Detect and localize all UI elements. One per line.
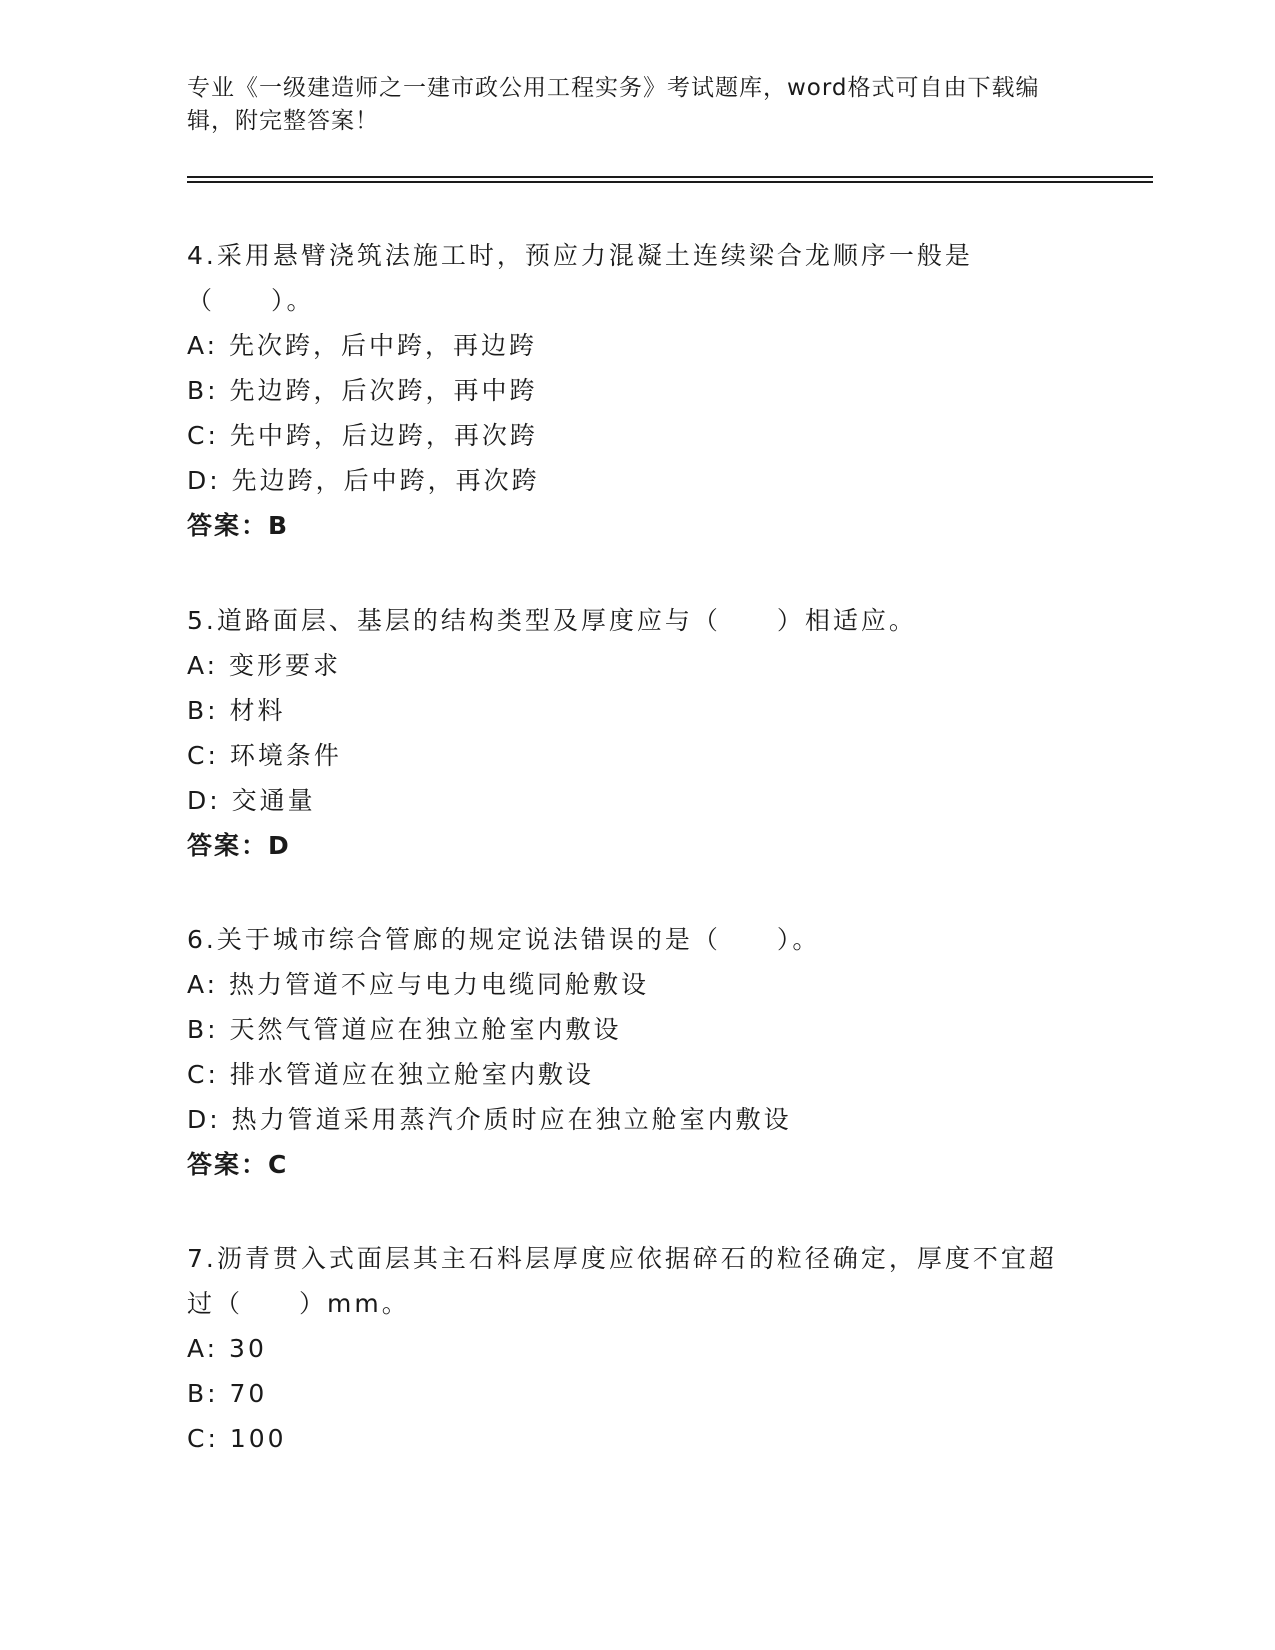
document-header: 专业《一级建造师之一建市政公用工程实务》考试题库，word格式可自由下载编辑，附完整答案！ xyxy=(187,75,1040,134)
option-key: C: xyxy=(187,1060,219,1089)
option-key: D: xyxy=(187,466,221,495)
option-key: A: xyxy=(187,651,219,680)
option-text: 先边跨，后中跨，再次跨 xyxy=(231,466,540,495)
question-text: 7.沥青贯入式面层其主石料层厚度应依据碎石的粒径确定，厚度不宜超过（ ）mm。 xyxy=(187,1244,1057,1318)
option-key: A: xyxy=(187,1334,219,1363)
option-key: B: xyxy=(187,696,219,725)
question-text: 4.采用悬臂浇筑法施工时，预应力混凝土连续梁合龙顺序一般是（ ）。 xyxy=(187,241,973,315)
option-b xyxy=(187,368,1067,413)
option-text: 排水管道应在独立舱室内敷设 xyxy=(229,1060,594,1089)
question-text: 5.道路面层、基层的结构类型及厚度应与（ ）相适应。 xyxy=(187,606,917,635)
option-a xyxy=(187,962,1067,1007)
option-b xyxy=(187,1371,1067,1416)
option-text: 热力管道采用蒸汽介质时应在独立舱室内敷设 xyxy=(231,1105,792,1134)
option-b xyxy=(187,688,1067,733)
option-text: 70 xyxy=(229,1379,268,1408)
answer: 答案：C xyxy=(187,1150,289,1179)
option-key: C: xyxy=(187,1424,219,1453)
option-c xyxy=(187,1052,1067,1097)
option-text: 100 xyxy=(229,1424,287,1453)
option-a xyxy=(187,643,1067,688)
question-5 xyxy=(187,598,1067,868)
header-rule-top xyxy=(187,176,1153,178)
option-d xyxy=(187,778,1067,823)
option-key: B: xyxy=(187,1379,219,1408)
option-key: C: xyxy=(187,741,219,770)
header-rule-bottom xyxy=(187,181,1153,183)
option-key: B: xyxy=(187,1015,219,1044)
option-a xyxy=(187,323,1067,368)
option-key: A: xyxy=(187,970,219,999)
question-7 xyxy=(187,1236,1067,1461)
option-c xyxy=(187,413,1067,458)
question-4 xyxy=(187,233,1067,548)
option-text: 先边跨，后次跨，再中跨 xyxy=(229,376,538,405)
option-text: 先中跨，后边跨，再次跨 xyxy=(229,421,538,450)
option-text: 材料 xyxy=(229,696,286,725)
option-key: A: xyxy=(187,331,219,360)
answer: 答案：B xyxy=(187,511,290,540)
option-d xyxy=(187,458,1067,503)
option-text: 天然气管道应在独立舱室内敷设 xyxy=(229,1015,622,1044)
option-key: C: xyxy=(187,421,219,450)
option-key: B: xyxy=(187,376,219,405)
option-c xyxy=(187,733,1067,778)
option-text: 环境条件 xyxy=(229,741,342,770)
option-text: 变形要求 xyxy=(229,651,342,680)
option-text: 交通量 xyxy=(231,786,316,815)
option-a xyxy=(187,1326,1067,1371)
option-text: 热力管道不应与电力电缆同舱敷设 xyxy=(229,970,650,999)
option-d xyxy=(187,1097,1067,1142)
option-key: D: xyxy=(187,1105,221,1134)
option-text: 30 xyxy=(229,1334,267,1363)
answer: 答案：D xyxy=(187,831,291,860)
question-text: 6.关于城市综合管廊的规定说法错误的是（ ）。 xyxy=(187,925,821,954)
option-key: D: xyxy=(187,786,221,815)
option-c xyxy=(187,1416,1067,1461)
question-6 xyxy=(187,917,1067,1187)
option-text: 先次跨，后中跨，再边跨 xyxy=(229,331,538,360)
option-b xyxy=(187,1007,1067,1052)
